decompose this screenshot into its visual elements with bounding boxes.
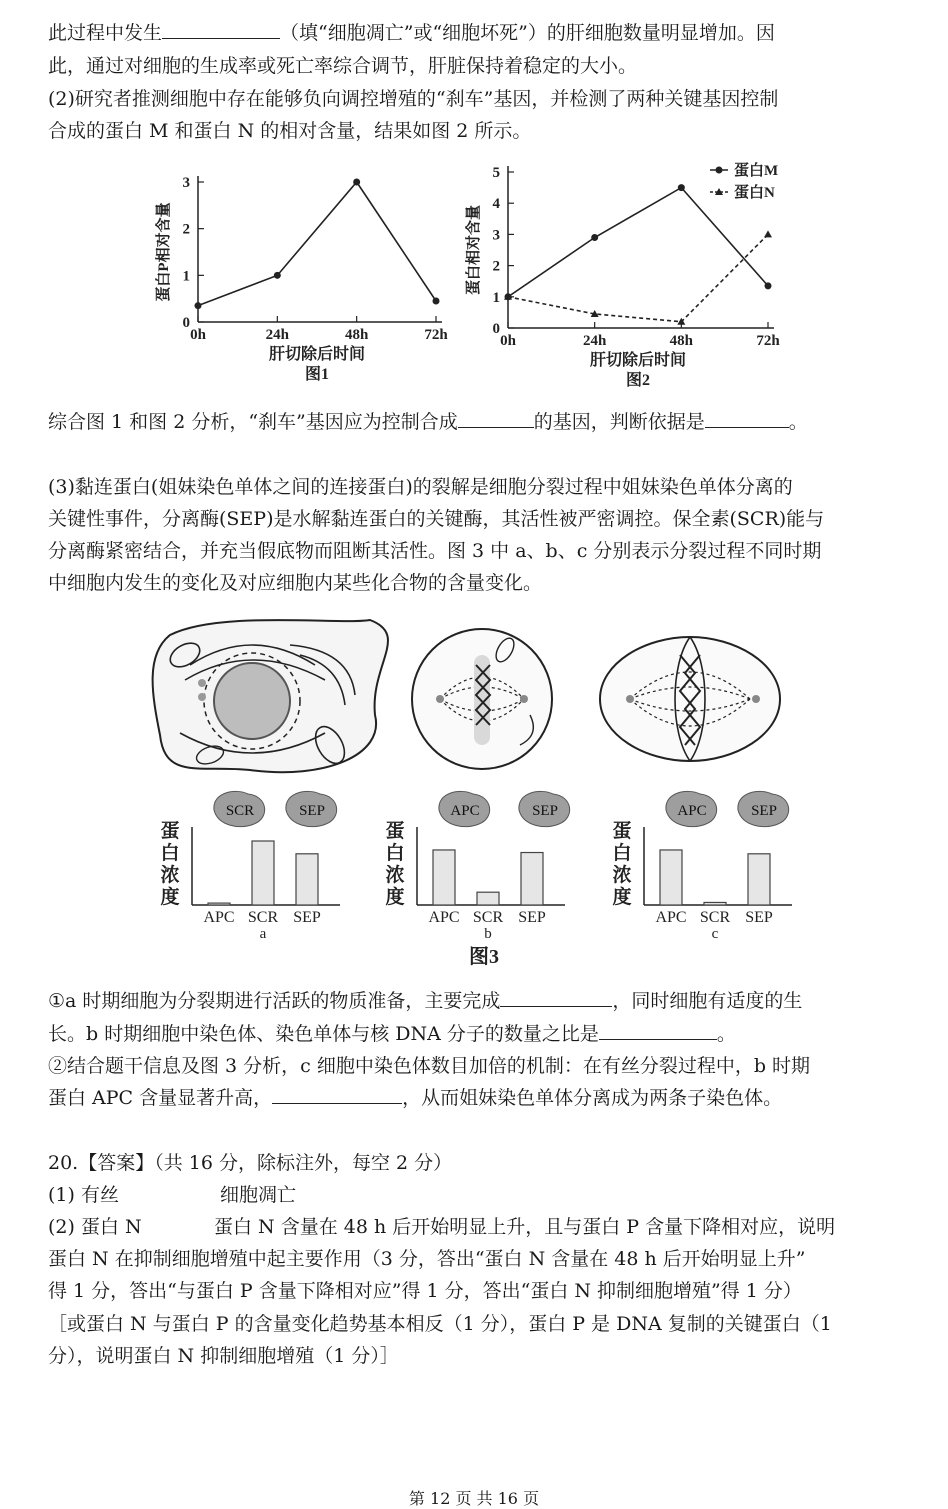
protein-label: SEP bbox=[532, 803, 558, 819]
data-point bbox=[765, 282, 772, 289]
y-tick-label: 1 bbox=[492, 289, 500, 306]
figure-caption: 图3 bbox=[469, 946, 499, 968]
y-tick-label: 2 bbox=[182, 221, 190, 238]
bar bbox=[704, 902, 726, 905]
text: 。 bbox=[788, 411, 808, 433]
text: 。 bbox=[716, 1023, 736, 1045]
text-line bbox=[48, 20, 775, 46]
y-tick-label: 3 bbox=[182, 175, 190, 191]
data-point bbox=[678, 184, 685, 191]
text: 长。b 时期细胞中染色体、染色单体与核 DNA 分子的数量之比是 bbox=[48, 1023, 599, 1045]
y-tick-label: 3 bbox=[492, 227, 500, 244]
x-tick-label: 0h bbox=[190, 327, 206, 343]
bar bbox=[208, 903, 230, 905]
data-point bbox=[677, 318, 685, 325]
answer-line bbox=[48, 1214, 835, 1240]
data-point bbox=[764, 230, 772, 237]
figure-2-line-chart bbox=[460, 158, 800, 398]
data-point bbox=[274, 272, 281, 279]
answer-blank[interactable] bbox=[599, 1021, 717, 1040]
y-axis-label: 白 bbox=[160, 843, 180, 864]
category-label: SEP bbox=[745, 909, 773, 926]
answer-blank[interactable] bbox=[705, 409, 789, 428]
y-axis-label: 白 bbox=[385, 843, 405, 864]
text: （填“细胞凋亡”或“细胞坏死”）的肝细胞数量明显增加。因 bbox=[280, 22, 775, 44]
x-tick-label: 72h bbox=[756, 333, 780, 349]
y-axis-label: 白 bbox=[612, 843, 632, 864]
y-axis-label: 浓 bbox=[385, 865, 405, 886]
interphase-cell-a bbox=[153, 620, 388, 772]
legend-marker bbox=[716, 167, 723, 174]
category-label: SCR bbox=[472, 909, 504, 926]
chart-title: 图2 bbox=[625, 372, 651, 389]
y-tick-label: 1 bbox=[182, 268, 190, 285]
y-axis-label: 度 bbox=[160, 887, 180, 908]
answer-blank[interactable] bbox=[272, 1085, 402, 1104]
answer-title: 20.【答案】（共 16 分，除标注外，每空 2 分） bbox=[48, 1152, 453, 1174]
panel-label: a bbox=[259, 926, 267, 942]
answer-line: 蛋白 N 在抑制细胞增殖中起主要作用（3 分，答出“蛋白 N 含量在 48 h 后开始明显上升” bbox=[48, 1248, 806, 1270]
answer-label: (2) 蛋白 N bbox=[48, 1216, 142, 1238]
text: ①a 时期细胞为分裂期进行活跃的物质准备，主要完成 bbox=[48, 990, 501, 1012]
anaphase-cell-c bbox=[600, 637, 780, 761]
protein-label: APC bbox=[677, 803, 707, 819]
answer-value: 细胞凋亡 bbox=[220, 1184, 297, 1206]
text: 蛋白 APC 含量显著升高， bbox=[48, 1087, 273, 1109]
legend-label: 蛋白M bbox=[734, 163, 779, 179]
text-line: (3)黏连蛋白(姐妹染色单体之间的连接蛋白)的裂解是细胞分裂过程中姐妹染色单体分离的 bbox=[48, 476, 793, 498]
x-tick-label: 72h bbox=[424, 327, 448, 343]
y-tick-label: 4 bbox=[492, 196, 500, 213]
answer-line bbox=[48, 1182, 296, 1208]
y-axis-label: 度 bbox=[612, 887, 632, 908]
series-line bbox=[508, 234, 768, 321]
y-tick-label: 0 bbox=[182, 315, 190, 331]
protein-label: SEP bbox=[299, 803, 325, 819]
y-axis-label: 蛋 bbox=[160, 821, 180, 842]
category-label: APC bbox=[428, 909, 460, 926]
category-label: SCR bbox=[699, 909, 731, 926]
protein-label: SCR bbox=[225, 803, 255, 819]
text: ，从而姐妹染色单体分离成为两条子染色体。 bbox=[402, 1087, 783, 1109]
answer-line: 得 1 分，答出“与蛋白 P 含量下降相对应”得 1 分，答出“蛋白 N 抑制细胞增殖”得 1 分） bbox=[48, 1280, 802, 1302]
protein-label: SEP bbox=[751, 803, 777, 819]
x-tick-label: 24h bbox=[265, 327, 290, 343]
bar bbox=[748, 854, 770, 905]
y-axis-label: 蛋白相对含量 bbox=[466, 204, 482, 296]
protein-label: APC bbox=[450, 803, 480, 819]
figure-3-diagram bbox=[140, 605, 820, 975]
answer-blank[interactable] bbox=[162, 20, 280, 39]
x-axis-label: 肝切除后时间 bbox=[589, 352, 687, 369]
y-axis-label: 浓 bbox=[612, 865, 632, 886]
data-point bbox=[433, 298, 440, 305]
bar bbox=[521, 853, 543, 905]
answer-line: 分），说明蛋白 N 抑制细胞增殖（1 分）］ bbox=[48, 1345, 399, 1367]
x-tick-label: 48h bbox=[344, 327, 369, 343]
series-line bbox=[198, 182, 436, 306]
text-line: ②结合题干信息及图 3 分析，c 细胞中染色体数目加倍的机制：在有丝分裂过程中，b 时期 bbox=[48, 1055, 811, 1077]
category-label: SEP bbox=[518, 909, 546, 926]
text: 的基因，判断依据是 bbox=[533, 411, 705, 433]
text-line: (2)研究者推测细胞中存在能够负向调控增殖的“刹车”基因，并检测了两种关键基因控制 bbox=[48, 88, 779, 110]
legend-label: 蛋白N bbox=[734, 185, 775, 201]
text-line: 关键性事件，分离酶(SEP)是水解黏连蛋白的关键酶，其活性被严密调控。保全素(SCR)能与 bbox=[48, 508, 825, 530]
page-footer: 第 12 页 共 16 页 bbox=[408, 1489, 540, 1508]
x-tick-label: 48h bbox=[669, 333, 694, 349]
data-point bbox=[195, 302, 202, 309]
answer-line: ［或蛋白 N 与蛋白 P 的含量变化趋势基本相反（1 分），蛋白 P 是 DNA 复制的关键蛋白（1 bbox=[48, 1313, 832, 1335]
bar bbox=[296, 854, 318, 905]
y-axis-label: 浓 bbox=[160, 865, 180, 886]
category-label: APC bbox=[203, 909, 235, 926]
bar bbox=[433, 850, 455, 905]
y-tick-label: 5 bbox=[492, 165, 500, 181]
text: ，同时细胞有适度的生 bbox=[612, 990, 803, 1012]
data-point bbox=[591, 234, 598, 241]
text-line bbox=[48, 1085, 782, 1111]
y-axis-label: 蛋白P相对含量 bbox=[156, 202, 172, 302]
text-line: 合成的蛋白 M 和蛋白 N 的相对含量，结果如图 2 所示。 bbox=[48, 120, 532, 142]
category-label: APC bbox=[655, 909, 687, 926]
answer-label: (1) 有丝 bbox=[48, 1184, 119, 1206]
figure-1-line-chart bbox=[140, 162, 460, 392]
panel-label: b bbox=[484, 926, 492, 942]
bar bbox=[660, 850, 682, 905]
chart-title: 图1 bbox=[304, 366, 330, 383]
panel-label: c bbox=[711, 926, 719, 942]
category-label: SCR bbox=[247, 909, 279, 926]
category-label: SEP bbox=[293, 909, 321, 926]
text-line bbox=[48, 988, 802, 1014]
metaphase-cell-b bbox=[412, 629, 552, 769]
text: 综合图 1 和图 2 分析，“刹车”基因应为控制合成 bbox=[48, 411, 458, 433]
y-tick-label: 2 bbox=[492, 258, 500, 275]
x-tick-label: 24h bbox=[582, 333, 607, 349]
x-tick-label: 0h bbox=[500, 333, 516, 349]
y-axis-label: 度 bbox=[385, 887, 405, 908]
data-point bbox=[353, 179, 360, 186]
text-line bbox=[48, 1021, 736, 1047]
y-tick-label: 0 bbox=[492, 321, 500, 337]
answer-value: 蛋白 N 含量在 48 h 后开始明显上升，且与蛋白 P 含量下降相对应，说明 bbox=[214, 1216, 836, 1238]
y-axis-label: 蛋 bbox=[612, 821, 632, 842]
y-axis-label: 蛋 bbox=[385, 821, 405, 842]
text-line bbox=[48, 409, 808, 435]
x-axis-label: 肝切除后时间 bbox=[268, 346, 366, 363]
text-line: 分离酶紧密结合，并充当假底物而阻断其活性。图 3 中 a、b、c 分别表示分裂过程不同时期 bbox=[48, 540, 822, 562]
bar bbox=[252, 841, 274, 905]
text-line: 此，通过对细胞的生成率或死亡率综合调节，肝脏保持着稳定的大小。 bbox=[48, 55, 638, 77]
text-line: 中细胞内发生的变化及对应细胞内某些化合物的含量变化。 bbox=[48, 572, 543, 594]
series-line bbox=[508, 188, 768, 297]
text: 此过程中发生 bbox=[48, 22, 163, 44]
answer-blank[interactable] bbox=[500, 988, 612, 1007]
answer-blank[interactable] bbox=[458, 409, 534, 428]
bar bbox=[477, 892, 499, 905]
